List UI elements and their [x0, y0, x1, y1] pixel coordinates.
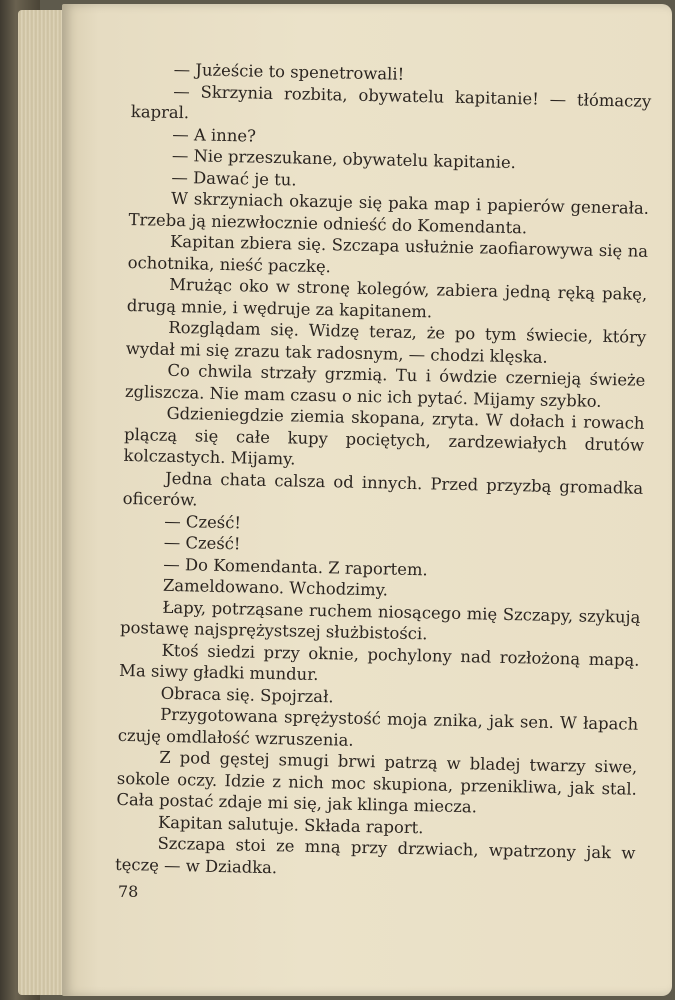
paragraph: Zameldowano. Wchodzimy.	[162, 575, 389, 600]
paragraph: Mrużąc oko w stronę kolegów, zabiera jedną ręką pakę, drugą mnie, i wędruje za kapitanem.	[126, 274, 648, 321]
paragraph: W skrzyniach okazuje się paka map i papierów generała. Trzeba ją niezwłocznie odnieść do Komendanta.	[128, 188, 650, 237]
paragraph: — Nie przeszukane, obywatelu kapitanie.	[171, 145, 517, 173]
paragraph: Gdzieniegdzie ziemia skopana, zryta. W dołach i rowach plączą się całe kupy pociętych, zardzewiałych drutów kolczastych. Mijamy.	[123, 403, 645, 469]
paragraph: Co chwila strzały grzmią. Tu i ówdzie czernieją świeże zgliszcza. Nie mam czasu o nic ich pytać. Mijamy szybko.	[124, 360, 646, 411]
paragraph: Rozglądam się. Widzę teraz, że po tym świecie, który wydał mi się zrazu tak radosnym, — chodzi klęska.	[125, 317, 647, 367]
paragraph: Kapitan salutuje. Składa raport.	[157, 812, 424, 837]
paragraph: — Cześć!	[163, 532, 241, 554]
paragraph: — Skrzynia rozbita, obywatelu kapitanie! — tłómaczy kapral.	[130, 81, 652, 123]
paragraph: Szczapa stoi ze mną przy drzwiach, wpatrzony jak w tęczę — w Dziadka.	[114, 833, 636, 877]
paragraph: — Dawać je tu.	[171, 167, 297, 189]
paragraph: — Cześć!	[164, 511, 242, 532]
page-number: 78	[118, 882, 139, 901]
paragraph: Jedna chata calsza od innych. Przed przyzbą gromadka oficerów.	[122, 468, 644, 510]
paragraph: — Do Komendanta. Z raportem.	[163, 554, 428, 579]
paragraph: Przygotowana sprężystość moja znika, jak sen. W łapach czuję omdlałość wzruszenia.	[117, 704, 639, 750]
paragraph: — Jużeście to spenetrowali!	[173, 59, 405, 84]
paragraph: — A inne?	[172, 124, 257, 146]
paragraph: Łapy, potrząsane ruchem niosącego mię Szczapy, szykują postawę najsprężystszej służbistości.	[119, 597, 641, 644]
page-text	[115, 58, 652, 886]
paragraph: Ktoś siedzi przy oknie, pochylony nad rozłożoną mapą. Ma siwy gładki mundur.	[118, 640, 640, 685]
paragraph: Kapitan zbiera się. Szczapa usłużnie zaofiarowywa się na ochotnika, nieść paczkę.	[127, 231, 649, 276]
paragraph: Obraca się. Spojrzał.	[160, 683, 334, 706]
paragraph: Z pod gęstej smugi brwi patrzą w bladej twarzy siwe, sokole oczy. Idzie z nich moc skupiona, przenikliwa, jak stal. Cała postać zdaje mi się, jak klinga miecza.	[116, 747, 638, 817]
